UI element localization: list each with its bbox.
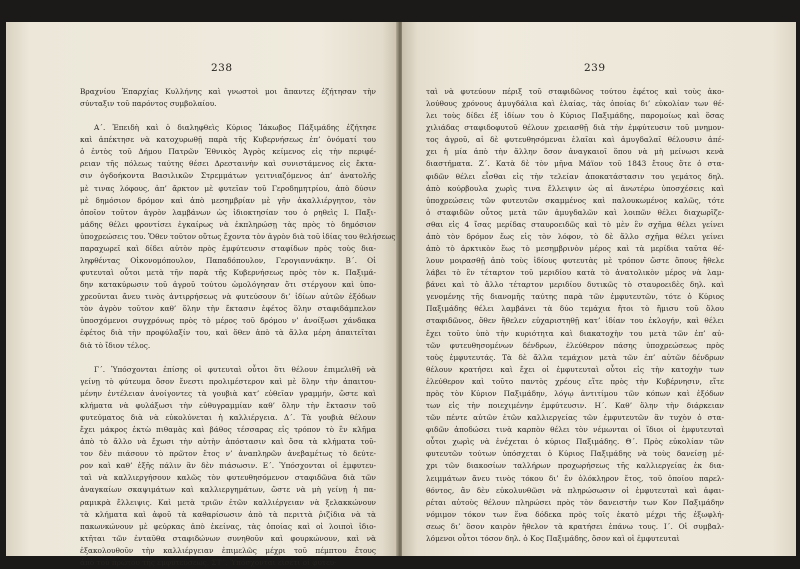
text-line: Βραχνίου Ἐπαρχίας Κυλλήνης καὶ γνωστοὶ μοι ἅπαντες ἐζήτησαν τὴν — [80, 87, 376, 96]
text-line: οὗτοι χωρὶς νὰ ἐνέχεται ὁ κύριος Παξιμάδης. Θ΄. Πρὸς εὐκολίαν τῶν — [426, 437, 724, 447]
text-line: ὁποῖον τοῦτον ἀγρὸν λαμβάνων ὡς ἰδιοκτησίαν του ὁ ρηθεὶς Ι. Παξι- — [80, 207, 376, 217]
text-line: σταφιδῶνος, ὅθεν ἤθελεν εὐχαριστηθῇ κατ’ ἰδίαν του ἐκλογήν, καὶ θέλει — [426, 316, 724, 326]
text-line: χιλιάδας σταφιδοφυτοῦ θέλουν χρειασθῇ διὰ τὴν ἐμφύτευσιν τοῦ μνημον- — [426, 123, 724, 133]
text-line: ἀναγκαίων σκαψιμάτων καὶ καλλιεργημάτων, ὥστε νὰ μὴ γείνῃ ἡ πα- — [80, 485, 376, 495]
text-line: ταὶ νὰ φυτεύουν πέριξ τοῦ σταφιδῶνος τούτου ἐφέτος καὶ τοὺς ἀκο- — [426, 87, 724, 96]
text-line: ὑποχρεώσεις του. Ὅθεν τοῦτον οὕτως ἔχοντα τὸν ἀγρὸν διὰ τοῦ ἰδίας του θελήσεως — [80, 231, 396, 241]
text-line: παραχωρεῖ καὶ δίδει αὐτὸν πρὸς ἐμφύτευσιν σταφίδων πρὸς τοὺς δια- — [80, 243, 376, 253]
text-line: ἀπὸ τὸ ἄλλο νὰ ἔχωσι τὴν αὐτὴν ἀπόστασιν καὶ ὅσα τὰ κλήματα τοῦ- — [80, 437, 376, 447]
page-text — [426, 86, 724, 545]
text-line: βάνει καὶ τὸ ἄλλο τέταρτον μεριδίου δυτικῶς τὸ σταυροειδὲς δηλ. καὶ — [426, 280, 724, 290]
text-line: ὁ σταφιδῶν οὗτος μετὰ τῶν ἀμυγδαλῶν καὶ λοιπῶν θέλει διαχωρῖζε- — [426, 207, 724, 217]
text-line: ἀπὸ τοῦ πρώτου τῆς ἐμφυτεύσεως. ΣΤ΄. Ὑπόσχονται εἰσέτι οἱ φυτευ- — [80, 557, 337, 567]
text-line: διαστήματα. Ζ΄. Κατὰ δὲ τὸν μῆνα Μάϊον τοῦ 1843 ἔτους ὅτε ὁ στα- — [426, 159, 724, 169]
text-line: ἀπὸ κούρβουλα χωρὶς τινα ἔλλειψιν ὡς αἱ ἀνωτέρω ὑποσχέσεις καὶ — [426, 183, 724, 193]
text-line: Α΄. Ἐπειδὴ καὶ ὁ διαληφθεὶς Κύριος Ἰάκωβος Πάξιμάδης ἐζήτησε — [94, 123, 376, 133]
text-line: ἐλεύθερον καὶ τοῦτο παντὸς χρέους εἴτε πρὸς τὴν Κυβέρνησιν, εἴτε — [426, 376, 724, 386]
text-line: διὰ τὸ ἴδιον τέλος. — [80, 340, 151, 350]
text-line: ἀπὸ τὸ ἀρκτικὸν ἕως τὸ μεσημβρινὸν μέρος καὶ τὰ μερίδια ταῦτα θέ- — [426, 244, 724, 254]
text-line: φυτεύματος διὰ νὰ εὐκολύνεται ἡ καλλιέργεια. Δ΄. Τὰ γουβιὰ θέλουν — [80, 412, 376, 422]
text-line: πακωνκώνουν μὲ φεύρκας ἀπὸ ἐκείνας, τὰς ὁποίας καὶ οἱ λοιποὶ ἰδιο- — [80, 521, 376, 531]
text-line: φιδῶν θέλει εἶσθαι εἰς τὴν τελείαν ἀποκατάστασιν του γεμάτος δηλ. — [426, 171, 724, 181]
text-line: ὑποχρεώσεις τῶν φυτευτῶν σκαμμένος καὶ παλουκωμένος καλῶς, τότε — [426, 195, 724, 205]
text-line: σθαι εἰς 4 ἴσας μερίδας σταυροειδῶς καὶ τὸ μὲν ἓν σχῆμα θέλει γείνει — [426, 219, 724, 229]
text-line: γείνῃ τὸ φύτευμα ὅσον ἔνεστι προλιμέστερον καὶ μὲ ὅλην τὴν ἀπαιτου- — [80, 376, 376, 386]
page-text — [80, 86, 396, 569]
paragraph-gap — [80, 352, 376, 364]
text-line: πρὸς τὸν Κύριον Παξιμάδην, λόγῳ ἀντιτίμου τῶν κόπων καὶ ἐξόδων — [426, 388, 724, 398]
text-line: δην κατακύρωσιν τοῦ ἀγροῦ τούτου ὡμολόγησαν ὅτι στέργουν καὶ ὑπο- — [80, 280, 376, 290]
text-line: ὑποσχόμενοι συγχρόνως πρὸς τὸ μέρος τοῦ δρόμου ν’ ἀνοίξωσι χάνδακα — [80, 316, 376, 326]
text-line: τὸν ἀγρὸν τοῦτον καθ’ ὅλην τὴν ἔκτασιν ἐφέτος ὅλην σταφιδάμπελον — [80, 304, 376, 314]
text-line: ἐξακολουθοῦν τὴν καλλιέργειαν ἐπιμελῶς μέχρι τοῦ πέμπτου ἔτους — [80, 545, 376, 555]
text-line: των εἰς τὴν ποιεχιμένην ἐμφύτευσιν. Η΄. Καθ’ ὅλην τὴν διάρκειαν — [426, 401, 724, 411]
text-line: τοὺς ἐμφυτευτάς. Τὰ δὲ ἄλλα τεμάχιον μετὰ τῶν ἐπ’ αὐτῶν δένδρων — [426, 352, 724, 362]
text-line: ἔχει μάκρος ἑκτὼ πιθαμὰς καὶ βάθος τέσσαρας εἰς τρόπον τὸ ἓν κλῆμα — [80, 425, 376, 435]
right-page — [402, 22, 796, 556]
text-line: τὰ κλήματα καὶ ἀφοῦ τὰ καθαρίσωσιν ἀπὸ τὰ περιττὰ ῥιζίδια νὰ τὰ — [80, 509, 376, 519]
text-line: χρι τῶν διακοσίων ταλλήρων προχωρήσεως τῆς καλλιεργείας ἐκ δια- — [426, 461, 724, 471]
text-line: λούθους χρόνους ἀμυγδάλια καὶ ἐλαίας, τὰς ὁποίας δι’ εὐκολίαν των θέ- — [426, 99, 724, 109]
left-page — [6, 22, 398, 567]
text-line: ὁ ἐντὸς τοῦ Δήμου Πατρῶν Ἐθνικὸς Ἀγρὸς κείμενος εἰς τὴν περιφέ- — [80, 147, 376, 157]
page-number: 238 — [211, 62, 233, 74]
text-line: μένην ἐντέλειαν ἀνοίγοντες τὰ γουβιὰ κατ’ εὐθεῖαν γραμμήν, ὥστε καὶ — [80, 388, 376, 398]
page-number: 239 — [584, 62, 606, 74]
text-line: σεως δι’ ὅσον καιρὸν ἤθελον τὰ κρατήσει ἐπάνω τους. Ι΄. Οἱ συμβαλ- — [426, 521, 724, 531]
text-line: σιν ὀγδοήκοντα Βασιλικῶν Στρεμμάτων γειτνιαζόμενος ἀπ’ ἀνατολῆς — [80, 171, 376, 181]
text-line: τος ἀγροῦ, αἱ δὲ φυτευθησόμεναι ἐλαῖαι καὶ ἀμυγδαλαῖ θέλουσιν ἀπέ- — [426, 135, 724, 145]
text-line: χει ἡ μία ἀπὸ τὴν ἄλλην ὅσον ἀναγκαιοῖ ὅπου νὰ μὴ μείνωσι κενὰ — [426, 147, 724, 157]
text-line: κλήματα νὰ φυλάξωσι τὴν εὐθυγραμμίαν καθ’ ὅλην τὴν ἔκτασιν τοῦ — [80, 400, 376, 410]
text-line: ἔχει τοῦτο ὑπὸ τὴν κυριότητα καὶ διακατοχὴν του μετὰ τῶν ἐπ’ αὐ- — [426, 328, 724, 338]
text-line: ἀπὸ τὸν δρόμον ἕως εἰς τὸν λόφον, τὸ δὲ ἄλλο σχῆμα θέλει γείνει — [426, 231, 724, 241]
text-line: Γ΄. Ὑπόσχονται ἐπίσης οἱ φυτευταὶ οὗτοι ὅτι θέλουν ἐπιμελιθῆ νὰ — [94, 364, 376, 374]
text-line: θέλουν κρατήσει καὶ ἔχει οἱ ἐμφυτευταὶ οὗτοι εἰς τὴν κατοχὴν των — [426, 364, 724, 374]
text-line: χρεοῦνται ἄνευ τινὸς ἀντιρρήσεως νὰ φυτεύσουν δι’ ἰδίων αὐτῶν ἐξόδων — [80, 292, 376, 302]
text-line: σύνταξιν τοῦ παρόντος συμβολαίου. — [80, 99, 217, 109]
text-line: λάβει τὸ ἓν τέταρτον τοῦ μεριδίου κατὰ τὸ ἀνατολικὸν μέρος νὰ λαμ- — [426, 268, 724, 278]
text-line: λόμενοι οὗτοι τόσον δηλ. ὁ Κος Παξιμάδης, ὅσον καὶ οἱ ἐμφυτευταὶ — [426, 533, 680, 543]
text-line: τῶν φυτευθησομένων δένδρων, ἐλεύθερον πάσης ὑποχρεώσεως πρὸς — [426, 340, 724, 350]
text-line: γενομένης τῆς διανομῆς ταύτης παρὰ τῶν ἐμφυτευτῶν, τότε ὁ Κύριος — [426, 292, 724, 302]
text-line: ρον καὶ καθ’ ἑξῆς πάλιν ἂν δὲν πιάσωσιν. Ε΄. Ὑπόσχονται οἱ ἐμφυτευ- — [80, 461, 376, 471]
text-line: ραμικρὰ ἔλλειψις. Καὶ μετὰ τριῶν ἐτῶν καλλιέργειαν νὰ ξελακκώνουν — [80, 497, 376, 507]
text-line: νόμιμον τόκον των ἕνα δόδεκα πρὸς τοῖς ἑκατὸ μέχρι τῆς ἐξωφλή- — [426, 509, 724, 519]
text-line: ἐφέτος διὰ τὴν προφύλαξίν του, καὶ ὅθεν ἀπὸ τὰ ἄλλα μέρη ἀπαιτεῖται — [80, 328, 376, 338]
text-line: θόντος, ἂν δὲν εὐκολυνθῶσι νὰ πληρώσωσιν οἱ ἐμφυτευταὶ καὶ ἀφαι- — [426, 485, 724, 495]
paragraph-gap — [80, 110, 376, 122]
text-line: φιδῶν ἀποδώσει τινὰ καρπὸν θέλει τὸν νέμωνται οἱ ἴδιοι οἱ ἐμφυτευταὶ — [426, 425, 724, 435]
text-line: μὲ δημόσιον δρόμον καὶ ἀπὸ μεσημβρίαν μὲ γῆν ἀκαλλιέργητον, τὸν — [80, 195, 376, 205]
text-line: ρέται αὐτοὺς θέλουν πληρώσει πρὸς τὸν δανειστὴν των Κον Παξιμάδην — [426, 497, 724, 507]
text-line: Παξιμάδης θέλει λαμβάνει τὰ δύο τεμάχια ἤτοι τὸ ἥμισυ τοῦ ὅλου — [426, 304, 724, 314]
text-line: λειμμάτων ἄνευ τινὸς τόκου δι’ ἓν ὁλόκληρον ἔτος, τοῦ ὁποίου παρελ- — [426, 473, 724, 483]
text-line: λει τοὺς δίδει ἐξ ἰδίων του ὁ Κύριος Παξιμάδης, παρομοίως καὶ ὅσας — [426, 111, 724, 121]
text-line: καὶ ἀπέκτησε νὰ κατοχυρωθῇ παρὰ τῆς Κυβερνήσεως ἐπ’ ὀνόματί του — [80, 135, 376, 145]
text-line: λουν μοιρασθῇ ἀπὸ τοὺς ἰδίους φυτευτὰς μὲ τρόπον ὥστε ὅπους ἤθελε — [426, 256, 724, 266]
text-line: φυτευταὶ οὗτοι μετὰ τῆν παρὰ τῆς Κυβερνήσεως πρὸς τὸν κ. Παξιμά- — [80, 268, 376, 278]
text-line: τῶν πέντε αὐτῶν ἐτῶν καλλιεργείας τῶν ἐμφυτευτῶν ἂν τυχὸν ὁ στα- — [426, 413, 724, 423]
text-line: κτῆται τῶν ἐνταῦθα σταφιδώνων συνηθοῦν καὶ φουρκώνουν, καὶ νὰ — [80, 533, 376, 543]
text-line: μὲ τινας λόφους, ἀπ’ ἄρκτον μὲ φυτεῖαν τοῦ Γεροδημητρίου, ἀπὸ δύσιν — [80, 183, 376, 193]
text-line: ρειαν τῆς πόλεως ταύτης θέσει Δρεσταινὴν καὶ συνιστάμενος εἰς ἔκτα- — [80, 159, 376, 169]
text-line: φυτευτῶν τούτων ὑπόσχεται ὁ Κύριος Παξιμάδης νὰ τοὺς δανείσῃ μέ- — [426, 449, 724, 459]
text-line: ταὶ νὰ καλλιεργήσουν καλῶς τὸν φυτευθησόμενον σταφιδῶνα διὰ τῶν — [80, 473, 376, 483]
text-line: μάδης θέλει φροντίσει ἐγκαίρως νὰ ἐκπληρώσῃ τὰς πρὸς τὸ δημόσιον — [80, 219, 376, 229]
text-line: ληφθέντας Οἰκονομόπουλον, Παπαδόπουλον, Γερογιαννάκην. Β΄. Οἱ — [80, 256, 376, 266]
text-line: τον δὲν πιάσουν τὸ πρῶτον ἔτος ν’ ἀναπληρῶν ἀνεβαμέτως τὸ δεύτε- — [80, 449, 376, 459]
